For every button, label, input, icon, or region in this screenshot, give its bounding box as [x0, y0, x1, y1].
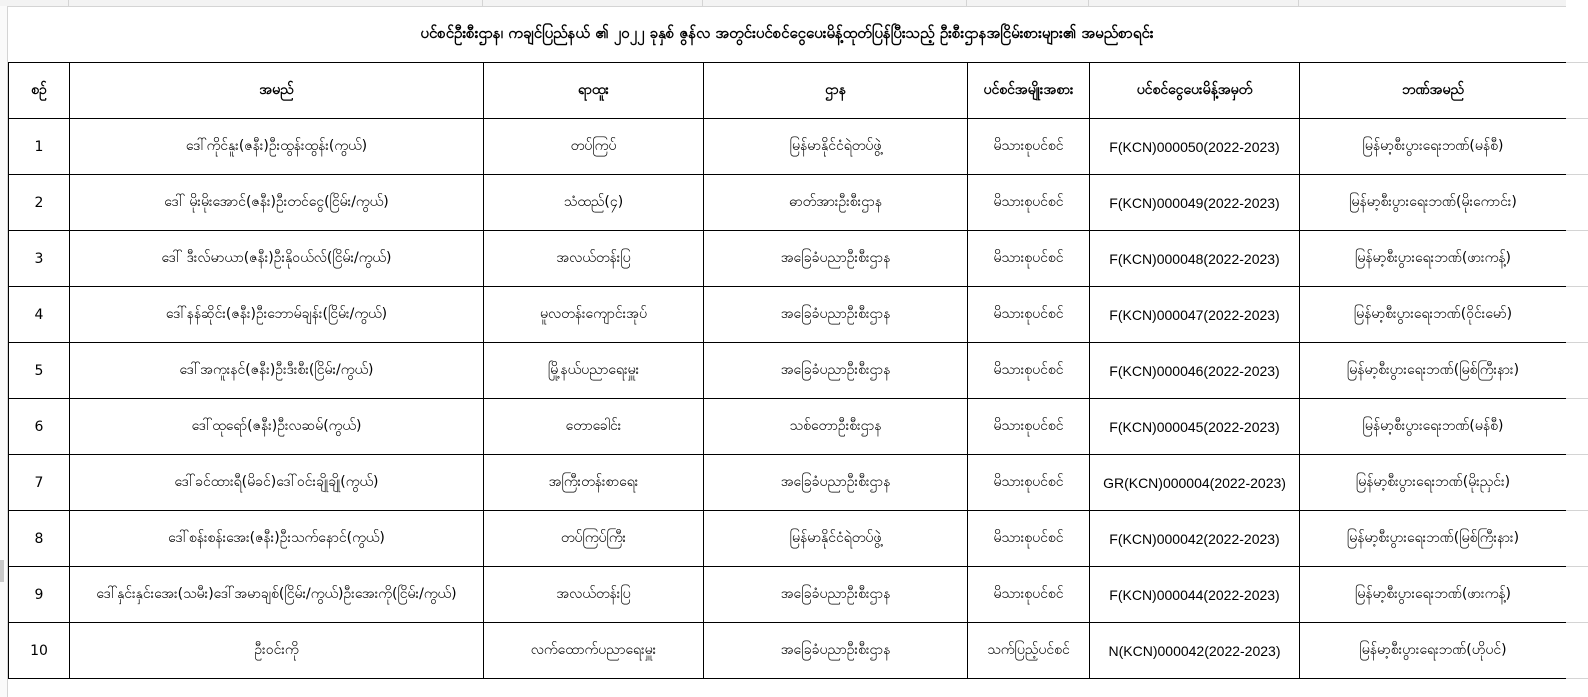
cell-position[interactable]: အလယ်တန်းပြ	[484, 231, 704, 287]
table-row	[9, 399, 1567, 455]
row-header-strip[interactable]	[0, 6, 8, 697]
cell-position[interactable]: အကြီးတန်းစာရေး	[484, 455, 704, 511]
cell-bank[interactable]: မြန်မာ့စီးပွားရေးဘဏ်(မြစ်ကြီးနား)	[1300, 511, 1567, 567]
cell-name[interactable]: ဒေါ် မိုးမိုးအောင်(ဇနီး)ဦးတင်ငွေ(ငြိမ်း/ကွယ်)	[70, 175, 484, 231]
cell-name[interactable]: ဒေါ် ဒီးလ်မာယာ(ဇနီး)ဦးနိုဝယ်လ်(ငြိမ်း/ကွယ်)	[70, 231, 484, 287]
table-row	[9, 287, 1567, 343]
cell-order-number[interactable]: F(KCN)000044(2022-2023)	[1090, 567, 1300, 623]
cell-position[interactable]: မြို့နယ်ပညာရေးမှူး	[484, 343, 704, 399]
cell-department[interactable]: မြန်မာနိုင်ငံရဲတပ်ဖွဲ့	[704, 511, 968, 567]
cell-serial[interactable]: 10	[9, 623, 70, 679]
header-name[interactable]: အမည်	[70, 63, 484, 119]
cell-name[interactable]: ဒေါ်ခင်ထားရီ(မိခင်)ဒေါ်ဝင်းချိုချို(ကွယ်)	[70, 455, 484, 511]
cell-order-number[interactable]: F(KCN)000048(2022-2023)	[1090, 231, 1300, 287]
cell-department[interactable]: အခြေခံပညာဦးစီးဌာန	[704, 343, 968, 399]
sheet-title: ပင်စင်ဦးစီးဌာန၊ ကချင်ပြည်နယ် ၏ ၂၀၂၂ ခုနှစ် ဇွန်လ အတွင်းပင်စင်ငွေပေးမိန့်ထုတ်ပြန်ပြီးသည့် ဦးစီးဌာနအငြိမ်းစားများ၏ အမည်စာရင်း	[8, 7, 1566, 63]
cell-department[interactable]: သစ်တောဦးစီးဌာန	[704, 399, 968, 455]
table-row	[9, 343, 1567, 399]
cell-pension-type[interactable]: မိသားစုပင်စင်	[968, 119, 1090, 175]
cell-bank[interactable]: မြန်မာ့စီးပွားရေးဘဏ်(မိုးကောင်း)	[1300, 175, 1567, 231]
cell-position[interactable]: လက်ထောက်ပညာရေးမှူး	[484, 623, 704, 679]
table-row	[9, 455, 1567, 511]
scroll-indicator[interactable]	[0, 560, 4, 582]
cell-pension-type[interactable]: မိသားစုပင်စင်	[968, 399, 1090, 455]
cell-pension-type[interactable]: မိသားစုပင်စင်	[968, 287, 1090, 343]
cell-serial[interactable]: 5	[9, 343, 70, 399]
cell-order-number[interactable]: F(KCN)000045(2022-2023)	[1090, 399, 1300, 455]
cell-serial[interactable]: 6	[9, 399, 70, 455]
cell-serial[interactable]: 2	[9, 175, 70, 231]
column-header-strip[interactable]	[0, 0, 1588, 7]
cell-pension-type[interactable]: မိသားစုပင်စင်	[968, 175, 1090, 231]
cell-serial[interactable]: 8	[9, 511, 70, 567]
table-row	[9, 231, 1567, 287]
header-order-number[interactable]: ပင်စင်ငွေပေးမိန့်အမှတ်	[1090, 63, 1300, 119]
cell-position[interactable]: အလယ်တန်းပြ	[484, 567, 704, 623]
cell-bank[interactable]: မြန်မာ့စီးပွားရေးဘဏ်(မြစ်ကြီးနား)	[1300, 343, 1567, 399]
cell-department[interactable]: ဓာတ်အားဦးစီးဌာန	[704, 175, 968, 231]
cell-name[interactable]: ဒေါ်အကူးနင်(ဇနီး)ဦးဒီးစီး(ငြိမ်း/ကွယ်)	[70, 343, 484, 399]
cell-order-number[interactable]: N(KCN)000042(2022-2023)	[1090, 623, 1300, 679]
cell-department[interactable]: အခြေခံပညာဦးစီးဌာန	[704, 231, 968, 287]
table-row	[9, 119, 1567, 175]
cell-serial[interactable]: 1	[9, 119, 70, 175]
table-row	[9, 623, 1567, 679]
cell-name[interactable]: ဒေါ်နှင်းနှင်းအေး(သမီး)ဒေါ်အမာချစ်(ငြိမ်း/ကွယ်)ဦးအေးကို(ငြိမ်း/ကွယ်)	[70, 567, 484, 623]
cell-department[interactable]: အခြေခံပညာဦးစီးဌာန	[704, 455, 968, 511]
right-gridlines	[1566, 0, 1588, 697]
cell-serial[interactable]: 3	[9, 231, 70, 287]
cell-bank[interactable]: မြန်မာ့စီးပွားရေးဘဏ်(ဝိုင်းမော်)	[1300, 287, 1567, 343]
cell-order-number[interactable]: GR(KCN)000004(2022-2023)	[1090, 455, 1300, 511]
cell-department[interactable]: အခြေခံပညာဦးစီးဌာန	[704, 567, 968, 623]
header-bank[interactable]: ဘဏ်အမည်	[1300, 63, 1567, 119]
cell-position[interactable]: မူလတန်းကျောင်းအုပ်	[484, 287, 704, 343]
cell-name[interactable]: ဒေါ်နန်ဆိုင်း(ဇနီး)ဦးဘောမ်ချန်း(ငြိမ်း/ကွယ်)	[70, 287, 484, 343]
cell-name[interactable]: ဦးဝင်းကို	[70, 623, 484, 679]
cell-name[interactable]: ဒေါ်ကိုင်နူး(ဇနီး)ဦးထွန်းထွန်း(ကွယ်)	[70, 119, 484, 175]
header-position[interactable]: ရာထူး	[484, 63, 704, 119]
cell-serial[interactable]: 4	[9, 287, 70, 343]
cell-position[interactable]: တောခေါင်း	[484, 399, 704, 455]
cell-bank[interactable]: မြန်မာ့စီးပွားရေးဘဏ်(မန်စီ)	[1300, 119, 1567, 175]
cell-pension-type[interactable]: မိသားစုပင်စင်	[968, 567, 1090, 623]
cell-name[interactable]: ဒေါ်ထုရော်(ဇနီး)ဦးလဆမ်(ကွယ်)	[70, 399, 484, 455]
cell-position[interactable]: သံထည်(၄)	[484, 175, 704, 231]
cell-pension-type[interactable]: သက်ပြည့်ပင်စင်	[968, 623, 1090, 679]
cell-bank[interactable]: မြန်မာ့စီးပွားရေးဘဏ်(မိုးညှင်း)	[1300, 455, 1567, 511]
cell-department[interactable]: အခြေခံပညာဦးစီးဌာန	[704, 623, 968, 679]
cell-bank[interactable]: မြန်မာ့စီးပွားရေးဘဏ်(ဟိုပင်)	[1300, 623, 1567, 679]
cell-pension-type[interactable]: မိသားစုပင်စင်	[968, 343, 1090, 399]
header-serial[interactable]: စဉ်	[9, 63, 70, 119]
cell-bank[interactable]: မြန်မာ့စီးပွားရေးဘဏ်(ဖားကန့်)	[1300, 231, 1567, 287]
cell-order-number[interactable]: F(KCN)000046(2022-2023)	[1090, 343, 1300, 399]
header-pension-type[interactable]: ပင်စင်အမျိုးအစား	[968, 63, 1090, 119]
cell-bank[interactable]: မြန်မာ့စီးပွားရေးဘဏ်(မန်စီ)	[1300, 399, 1567, 455]
table-row	[9, 567, 1567, 623]
cell-order-number[interactable]: F(KCN)000049(2022-2023)	[1090, 175, 1300, 231]
cell-serial[interactable]: 9	[9, 567, 70, 623]
cell-position[interactable]: တပ်ကြပ်ကြီး	[484, 511, 704, 567]
cell-position[interactable]: တပ်ကြပ်	[484, 119, 704, 175]
cell-name[interactable]: ဒေါ်စန်းစန်းအေး(ဇနီး)ဦးသက်နောင်(ကွယ်)	[70, 511, 484, 567]
cell-order-number[interactable]: F(KCN)000042(2022-2023)	[1090, 511, 1300, 567]
cell-pension-type[interactable]: မိသားစုပင်စင်	[968, 511, 1090, 567]
table-row	[9, 511, 1567, 567]
table-row	[9, 175, 1567, 231]
cell-serial[interactable]: 7	[9, 455, 70, 511]
cell-department[interactable]: မြန်မာနိုင်ငံရဲတပ်ဖွဲ့	[704, 119, 968, 175]
cell-pension-type[interactable]: မိသားစုပင်စင်	[968, 231, 1090, 287]
table-header-row	[9, 63, 1567, 119]
cell-order-number[interactable]: F(KCN)000050(2022-2023)	[1090, 119, 1300, 175]
pension-table	[8, 62, 1567, 679]
cell-bank[interactable]: မြန်မာ့စီးပွားရေးဘဏ်(ဖားကန့်)	[1300, 567, 1567, 623]
cell-order-number[interactable]: F(KCN)000047(2022-2023)	[1090, 287, 1300, 343]
cell-pension-type[interactable]: မိသားစုပင်စင်	[968, 455, 1090, 511]
cell-department[interactable]: အခြေခံပညာဦးစီးဌာန	[704, 287, 968, 343]
header-department[interactable]: ဌာန	[704, 63, 968, 119]
